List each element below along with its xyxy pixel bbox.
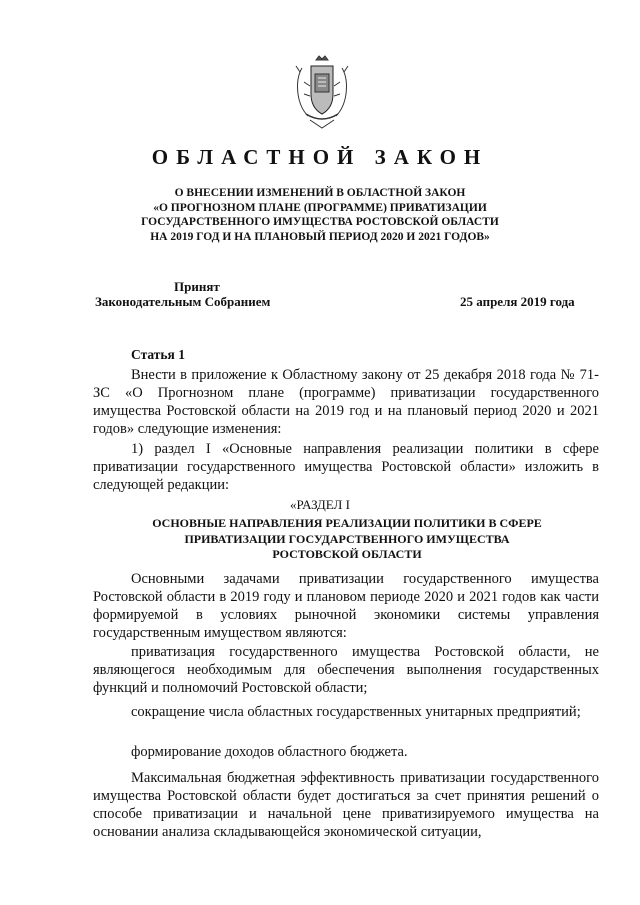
article-paragraph: 1) раздел I «Основные направления реализации политики в сфере приватизации государственного имущества Ростовской области» изложить в следующей редакции: xyxy=(93,441,599,493)
article-paragraph: приватизация государственного имущества Ростовской области, не являющегося необходимым для обеспечения выполнения государственных функций и полномочий Ростовской области; xyxy=(93,644,599,696)
adopted-label: Принят xyxy=(174,279,220,294)
section-title-line: ПРИВАТИЗАЦИИ ГОСУДАРСТВЕННОГО ИМУЩЕСТВА xyxy=(184,531,510,546)
subtitle-line: «О ПРОГНОЗНОМ ПЛАНЕ (ПРОГРАММЕ) ПРИВАТИЗАЦИИ xyxy=(153,201,487,214)
law-subtitle xyxy=(90,186,550,244)
section-title-line: ОСНОВНЫЕ НАПРАВЛЕНИЯ РЕАЛИЗАЦИИ ПОЛИТИКИ В СФЕРЕ xyxy=(152,516,542,530)
article-paragraph: сокращение числа областных государственных унитарных предприятий; xyxy=(131,704,581,720)
article-paragraph: Максимальная бюджетная эффективность приватизации государственного имущества Ростовской области будет достигаться за счет принятия решений о способе приватизации и начальной цене приватизируемого имущества на основании анализа складывающейся экономической ситуации, xyxy=(93,770,599,840)
article-paragraph: Основными задачами приватизации государственного имущества Ростовской области в 2019 году и плановом периоде 2020 и 2021 годов как части формируемой в условиях рыночной экономики системы управления государственным имуществом являются: xyxy=(93,571,599,641)
section-title xyxy=(95,516,599,563)
article-paragraph: Внести в приложение к Областному закону от 25 декабря 2018 года № 71-ЗС «О Прогнозном плане (программе) приватизации государственного имущества Ростовской области на 2019 год и на плановый период 2020 и 2021 годов» следующие изменения: xyxy=(93,367,599,437)
subtitle-line: О ВНЕСЕНИИ ИЗМЕНЕНИЙ В ОБЛАСТНОЙ ЗАКОН xyxy=(174,187,466,199)
section-title-line: РОСТОВСКОЙ ОБЛАСТИ xyxy=(272,547,422,561)
adopted-body: Законодательным Собранием xyxy=(95,294,271,309)
subtitle-line: НА 2019 ГОД И НА ПЛАНОВЫЙ ПЕРИОД 2020 И 2021 ГОДОВ» xyxy=(150,230,490,243)
article-paragraph: формирование доходов областного бюджета. xyxy=(131,744,408,760)
subtitle-line: ГОСУДАРСТВЕННОГО ИМУЩЕСТВА РОСТОВСКОЙ ОБЛАСТИ xyxy=(141,216,499,228)
law-title: ОБЛАСТНОЙ ЗАКОН xyxy=(151,145,489,169)
adopted-date: 25 апреля 2019 года xyxy=(460,294,575,309)
regional-coat-of-arms-icon xyxy=(292,54,352,130)
section-label: «РАЗДЕЛ I xyxy=(290,497,350,512)
article-heading: Статья 1 xyxy=(131,347,185,362)
